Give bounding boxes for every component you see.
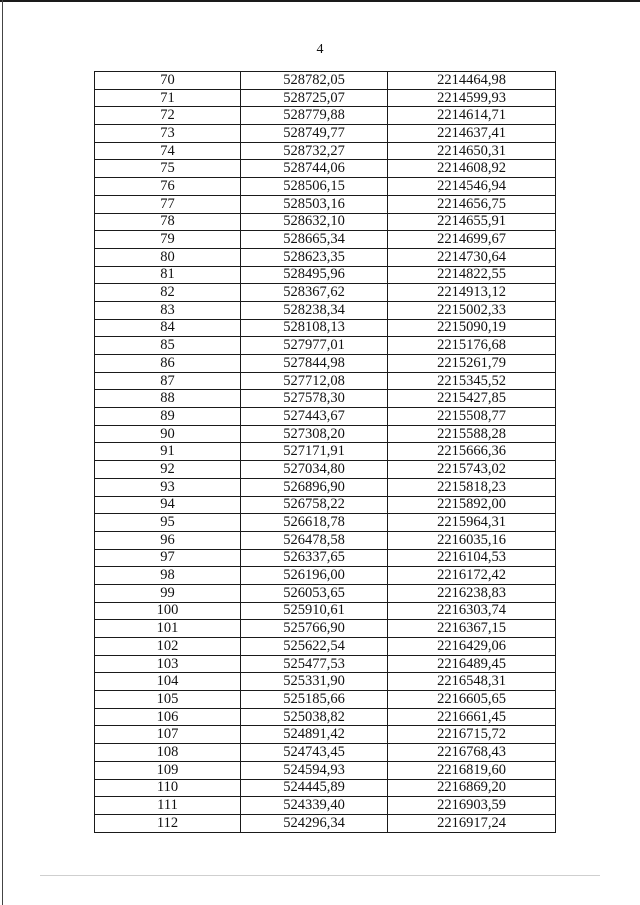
point-number-cell: 87: [95, 372, 241, 390]
x-coordinate-cell: 524339,40: [241, 797, 388, 815]
y-coordinate-cell: 2214608,92: [388, 160, 556, 178]
table-row: [95, 549, 556, 567]
point-number-cell: 103: [95, 655, 241, 673]
y-coordinate-cell: 2216903,59: [388, 797, 556, 815]
point-number-cell: 105: [95, 691, 241, 709]
table-row: [95, 390, 556, 408]
table-row: [95, 726, 556, 744]
x-coordinate-cell: 524296,34: [241, 814, 388, 832]
point-number-cell: 75: [95, 160, 241, 178]
y-coordinate-cell: 2215588,28: [388, 425, 556, 443]
table-row: [95, 779, 556, 797]
y-coordinate-cell: 2214637,41: [388, 125, 556, 143]
y-coordinate-cell: 2214822,55: [388, 266, 556, 284]
y-coordinate-cell: 2216768,43: [388, 744, 556, 762]
point-number-cell: 88: [95, 390, 241, 408]
x-coordinate-cell: 528108,13: [241, 319, 388, 337]
x-coordinate-cell: 525038,82: [241, 708, 388, 726]
point-number-cell: 107: [95, 726, 241, 744]
table-row: [95, 708, 556, 726]
x-coordinate-cell: 527308,20: [241, 425, 388, 443]
point-number-cell: 82: [95, 284, 241, 302]
point-number-cell: 79: [95, 231, 241, 249]
x-coordinate-cell: 527977,01: [241, 337, 388, 355]
x-coordinate-cell: 526896,90: [241, 478, 388, 496]
table-row: [95, 496, 556, 514]
point-number-cell: 89: [95, 408, 241, 426]
y-coordinate-cell: 2216429,06: [388, 638, 556, 656]
table-row: [95, 408, 556, 426]
table-row: [95, 89, 556, 107]
y-coordinate-cell: 2216238,83: [388, 584, 556, 602]
table-row: [95, 160, 556, 178]
point-number-cell: 74: [95, 142, 241, 160]
table-row: [95, 284, 556, 302]
x-coordinate-cell: 527578,30: [241, 390, 388, 408]
table-row: [95, 72, 556, 90]
x-coordinate-cell: 526478,58: [241, 531, 388, 549]
y-coordinate-cell: 2214464,98: [388, 72, 556, 90]
table-row: [95, 443, 556, 461]
x-coordinate-cell: 524891,42: [241, 726, 388, 744]
x-coordinate-cell: 525185,66: [241, 691, 388, 709]
point-number-cell: 93: [95, 478, 241, 496]
point-number-cell: 112: [95, 814, 241, 832]
y-coordinate-cell: 2216303,74: [388, 602, 556, 620]
table-row: [95, 337, 556, 355]
table-row: [95, 638, 556, 656]
point-number-cell: 81: [95, 266, 241, 284]
table-row: [95, 301, 556, 319]
table-row: [95, 213, 556, 231]
point-number-cell: 97: [95, 549, 241, 567]
x-coordinate-cell: 527443,67: [241, 408, 388, 426]
table-row: [95, 142, 556, 160]
y-coordinate-cell: 2216172,42: [388, 567, 556, 585]
x-coordinate-cell: 528749,77: [241, 125, 388, 143]
y-coordinate-cell: 2214730,64: [388, 248, 556, 266]
x-coordinate-cell: 524743,45: [241, 744, 388, 762]
table-row: [95, 125, 556, 143]
table-row: [95, 691, 556, 709]
point-number-cell: 92: [95, 461, 241, 479]
point-number-cell: 86: [95, 355, 241, 373]
table-row: [95, 107, 556, 125]
x-coordinate-cell: 528623,35: [241, 248, 388, 266]
y-coordinate-cell: 2215345,52: [388, 372, 556, 390]
y-coordinate-cell: 2215508,77: [388, 408, 556, 426]
y-coordinate-cell: 2214699,67: [388, 231, 556, 249]
y-coordinate-cell: 2215964,31: [388, 514, 556, 532]
table-row: [95, 655, 556, 673]
y-coordinate-cell: 2216869,20: [388, 779, 556, 797]
x-coordinate-cell: 527034,80: [241, 461, 388, 479]
point-number-cell: 108: [95, 744, 241, 762]
y-coordinate-cell: 2215002,33: [388, 301, 556, 319]
x-coordinate-cell: 524594,93: [241, 761, 388, 779]
x-coordinate-cell: 524445,89: [241, 779, 388, 797]
x-coordinate-cell: 526337,65: [241, 549, 388, 567]
point-number-cell: 99: [95, 584, 241, 602]
table-row: [95, 372, 556, 390]
point-number-cell: 111: [95, 797, 241, 815]
table-row: [95, 814, 556, 832]
scan-line-bottom: [40, 875, 600, 876]
x-coordinate-cell: 526618,78: [241, 514, 388, 532]
table-row: [95, 478, 556, 496]
y-coordinate-cell: 2215666,36: [388, 443, 556, 461]
point-number-cell: 70: [95, 72, 241, 90]
table-row: [95, 761, 556, 779]
x-coordinate-cell: 527712,08: [241, 372, 388, 390]
x-coordinate-cell: 526196,00: [241, 567, 388, 585]
coordinates-table-body: [95, 72, 556, 833]
point-number-cell: 98: [95, 567, 241, 585]
table-row: [95, 620, 556, 638]
point-number-cell: 95: [95, 514, 241, 532]
y-coordinate-cell: 2216917,24: [388, 814, 556, 832]
y-coordinate-cell: 2216035,16: [388, 531, 556, 549]
scan-edge-top: [0, 0, 640, 2]
y-coordinate-cell: 2215176,68: [388, 337, 556, 355]
table-row: [95, 514, 556, 532]
point-number-cell: 91: [95, 443, 241, 461]
y-coordinate-cell: 2216819,60: [388, 761, 556, 779]
point-number-cell: 84: [95, 319, 241, 337]
table-row: [95, 461, 556, 479]
point-number-cell: 78: [95, 213, 241, 231]
table-row: [95, 355, 556, 373]
x-coordinate-cell: 525622,54: [241, 638, 388, 656]
y-coordinate-cell: 2214614,71: [388, 107, 556, 125]
y-coordinate-cell: 2216548,31: [388, 673, 556, 691]
table-row: [95, 797, 556, 815]
x-coordinate-cell: 528503,16: [241, 195, 388, 213]
point-number-cell: 109: [95, 761, 241, 779]
table-row: [95, 248, 556, 266]
table-row: [95, 425, 556, 443]
x-coordinate-cell: 525910,61: [241, 602, 388, 620]
x-coordinate-cell: 525331,90: [241, 673, 388, 691]
y-coordinate-cell: 2216661,45: [388, 708, 556, 726]
table-row: [95, 231, 556, 249]
point-number-cell: 76: [95, 178, 241, 196]
point-number-cell: 72: [95, 107, 241, 125]
coordinates-table: [94, 71, 556, 833]
x-coordinate-cell: 528632,10: [241, 213, 388, 231]
table-row: [95, 195, 556, 213]
page-number: 4: [316, 42, 324, 57]
table-row: [95, 567, 556, 585]
point-number-cell: 83: [95, 301, 241, 319]
point-number-cell: 73: [95, 125, 241, 143]
table-row: [95, 584, 556, 602]
y-coordinate-cell: 2214913,12: [388, 284, 556, 302]
y-coordinate-cell: 2214546,94: [388, 178, 556, 196]
x-coordinate-cell: 526053,65: [241, 584, 388, 602]
x-coordinate-cell: 528732,27: [241, 142, 388, 160]
x-coordinate-cell: 526758,22: [241, 496, 388, 514]
table-row: [95, 178, 556, 196]
x-coordinate-cell: 528782,05: [241, 72, 388, 90]
point-number-cell: 106: [95, 708, 241, 726]
point-number-cell: 100: [95, 602, 241, 620]
y-coordinate-cell: 2214655,91: [388, 213, 556, 231]
table-row: [95, 319, 556, 337]
point-number-cell: 102: [95, 638, 241, 656]
y-coordinate-cell: 2216489,45: [388, 655, 556, 673]
point-number-cell: 85: [95, 337, 241, 355]
point-number-cell: 71: [95, 89, 241, 107]
y-coordinate-cell: 2214650,31: [388, 142, 556, 160]
y-coordinate-cell: 2215427,85: [388, 390, 556, 408]
point-number-cell: 104: [95, 673, 241, 691]
x-coordinate-cell: 528725,07: [241, 89, 388, 107]
y-coordinate-cell: 2215892,00: [388, 496, 556, 514]
x-coordinate-cell: 528238,34: [241, 301, 388, 319]
y-coordinate-cell: 2214656,75: [388, 195, 556, 213]
x-coordinate-cell: 528779,88: [241, 107, 388, 125]
x-coordinate-cell: 525766,90: [241, 620, 388, 638]
point-number-cell: 94: [95, 496, 241, 514]
y-coordinate-cell: 2214599,93: [388, 89, 556, 107]
table-row: [95, 531, 556, 549]
y-coordinate-cell: 2215818,23: [388, 478, 556, 496]
point-number-cell: 90: [95, 425, 241, 443]
table-row: [95, 673, 556, 691]
table-row: [95, 744, 556, 762]
y-coordinate-cell: 2215090,19: [388, 319, 556, 337]
point-number-cell: 77: [95, 195, 241, 213]
y-coordinate-cell: 2216367,15: [388, 620, 556, 638]
point-number-cell: 101: [95, 620, 241, 638]
x-coordinate-cell: 528744,06: [241, 160, 388, 178]
x-coordinate-cell: 528506,15: [241, 178, 388, 196]
y-coordinate-cell: 2215743,02: [388, 461, 556, 479]
x-coordinate-cell: 528665,34: [241, 231, 388, 249]
table-row: [95, 266, 556, 284]
point-number-cell: 80: [95, 248, 241, 266]
x-coordinate-cell: 528495,96: [241, 266, 388, 284]
y-coordinate-cell: 2216104,53: [388, 549, 556, 567]
table-row: [95, 602, 556, 620]
point-number-cell: 96: [95, 531, 241, 549]
x-coordinate-cell: 528367,62: [241, 284, 388, 302]
scan-edge-left: [2, 0, 3, 905]
y-coordinate-cell: 2216715,72: [388, 726, 556, 744]
point-number-cell: 110: [95, 779, 241, 797]
y-coordinate-cell: 2215261,79: [388, 355, 556, 373]
x-coordinate-cell: 527171,91: [241, 443, 388, 461]
x-coordinate-cell: 527844,98: [241, 355, 388, 373]
x-coordinate-cell: 525477,53: [241, 655, 388, 673]
y-coordinate-cell: 2216605,65: [388, 691, 556, 709]
